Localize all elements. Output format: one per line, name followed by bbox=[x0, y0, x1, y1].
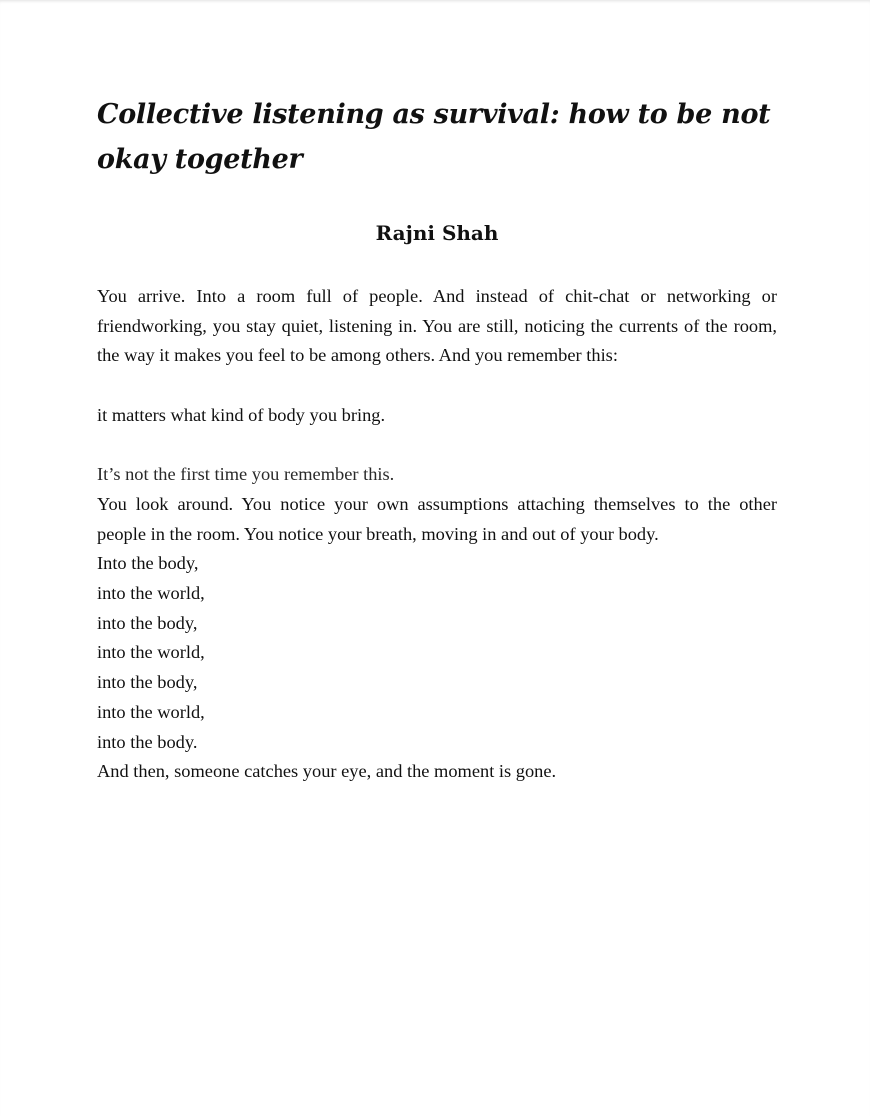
verse-line: into the body, bbox=[97, 612, 198, 633]
verse-line: into the world, bbox=[97, 583, 205, 603]
verse-line: into the world, bbox=[97, 642, 205, 663]
paragraph: You arrive. Into a room full of people. And instead of chit-chat or networking or friendworking, you stay quiet, listening in. You are still, noticing the currents of the room, the way it makes you feel to be among others. And you remember this: bbox=[97, 286, 777, 366]
paragraph: You look around. You notice your own assumptions attaching themselves to the other people in the room. You notice your breath, moving in and out of your body. bbox=[97, 493, 777, 544]
document-title: Collective listening as survival: how to be not okay together bbox=[97, 99, 771, 175]
paragraph-spacer bbox=[97, 431, 777, 461]
verse-line: into the world, bbox=[97, 701, 205, 722]
paragraph: And then, someone catches your eye, and the moment is gone. bbox=[97, 761, 557, 782]
verse-line: into the body, bbox=[97, 672, 198, 693]
paragraph-spacer bbox=[97, 371, 777, 401]
author-name: Rajni Shah bbox=[375, 221, 499, 245]
document-content bbox=[97, 92, 777, 787]
paragraph: it matters what kind of body you bring. bbox=[97, 404, 386, 425]
paragraph: It’s not the first time you remember this. bbox=[97, 464, 395, 485]
verse-line: into the body. bbox=[97, 731, 198, 752]
verse-line: Into the body, bbox=[97, 553, 199, 574]
document-body bbox=[97, 282, 777, 787]
